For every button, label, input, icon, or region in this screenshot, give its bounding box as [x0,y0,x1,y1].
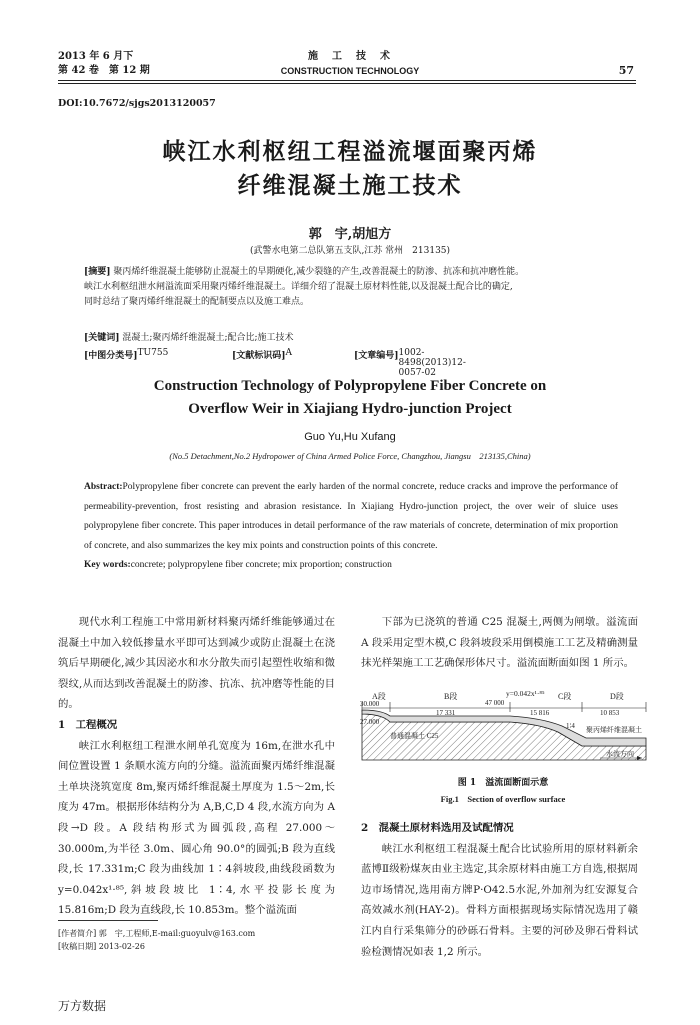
segment-a-label: A段 [372,692,386,701]
total-length-label: 47 000 [485,699,505,707]
journal-name-cn: 施 工 技 术 [308,51,392,62]
flow-direction-label: 水流方向 [606,750,634,758]
body-left-column [58,612,335,921]
segment-b-label: B段 [444,692,458,701]
header-volume: 第 42 卷 第 12 期 [58,65,150,76]
intro-paragraph: 现代水利工程施工中常用新材料聚丙烯纤维能够通过在混凝土中加入较低掺量水平即可达到减少或防止混凝土在浇筑后早期硬化,减少其因泌水和水分散失而引起塑性收缩和微裂纹,从而达到改善混凝土的防渗、抗冻、抗冲磨等性能的目的。 [58,616,335,711]
right-paragraph-1: 下部为已浇筑的普通 C25 混凝土,两侧为闸墩。溢流面 A 段采用定型木模,C 段斜坡段采用倒模施工工艺及精确测量抹光样架施工工艺确保形体尺寸。溢流面断面如图 1 所示。 [361,616,638,670]
section-2-title: 2 混凝土原材料选用及试配情况 [361,822,514,834]
figure-1-overflow-section [360,688,650,768]
elevation-30-label: 30.000 [360,700,380,708]
keywords-cn [84,331,624,346]
body-right-column-top [361,612,638,674]
journal-name-en: CONSTRUCTION TECHNOLOGY [280,66,420,76]
doi: DOI:10.7672/sjgs2013120057 [58,98,216,109]
abstract-cn-label: [摘要] [84,267,111,277]
curve-formula-label: y=0.042x¹·⁸⁵ [506,689,545,698]
abstract-cn-line: 聚丙烯纤维混凝土能够防止混凝土的早期硬化,减少裂缝的产生,改善混凝土的防渗、抗冻和抗冲磨性能。 [113,267,525,277]
clc-label: [中图分类号] [84,351,138,361]
length-b-label: 17 331 [436,709,456,717]
body-right-column-bottom [361,818,638,962]
watermark: 万方数据 [58,999,107,1013]
abstract-cn-line: 峡江水利枢纽泄水闸溢流面采用聚丙烯纤维混凝土。详细介绍了混凝土原材料性能,以及混凝土配合比的确定, [84,282,513,292]
keywords-cn-text: 混凝土;聚丙烯纤维混凝土;配合比;施工技术 [122,333,294,343]
keywords-en-text: concrete; polypropylene fiber concrete; mix proportion; construction [130,560,392,570]
author-info: [作者简介] 郭 宇,工程师,E-mail:guoyulv@163.com [58,929,256,938]
header-date: 2013 年 6 月下 [58,51,134,62]
keywords-cn-label: [关键词] [84,333,120,343]
segment-d-label: D段 [610,692,624,701]
header-rule [58,80,636,81]
title-cn-line-1: 峡江水利枢纽工程溢流堰面聚丙烯 [162,138,538,165]
figure-1-caption-en: Fig.1 Section of overflow surface [440,794,566,804]
doc-code-label: [文献标识码] [232,351,286,361]
abstract-cn [84,265,624,310]
segment-c-label: C段 [558,692,572,701]
header-rule-thin [58,83,636,84]
title-en-line-2: Overflow Weir in Xiajiang Hydro-junction Project [188,401,512,417]
classification-row [84,348,624,378]
keywords-en-label: Key words: [84,560,131,570]
footnote-rule [58,920,158,921]
slope-label: 1∶4 [566,722,575,730]
authors-cn: 郭 宇,胡旭方 [308,227,392,242]
figure-1-caption-cn: 图 1 溢流面断面示意 [457,778,549,788]
abstract-en [84,478,618,576]
section-1-paragraph: 峡江水利枢纽工程泄水闸单孔宽度为 16m,在泄水孔中间位置设置 1 条顺水流方向的分缝。溢流面聚丙烯纤维混凝土单块浇筑宽度 8m,聚丙烯纤维混凝土厚度为 1.5～2m,长度为 47m。根据形体结构分为 A,B,C,D 4 段,水流方向为 A 段→D 段。A 段结构形式为圆弧段,高程 27.000～30.000m,为半径 3.0m、圆心角 90.0°的圆弧;B 段为直线段,长 17.331m;C 段为曲线加 1∶4斜坡段,曲线段函数为 y=0.042x¹·⁸⁵,斜坡段坡比 1∶4,水平投影长度为 15.816m;D 段为直线段,长 10.853m。整个溢流面 [58,739,335,917]
doc-code-value: A [285,348,293,358]
affiliation-en: (No.5 Detachment,No.2 Hydropower of China Armed Police Force, Changzhou, Jiangsu 213135,China) [169,451,531,461]
abstract-cn-line: 同时总结了聚丙烯纤维混凝土的配制要点以及施工难点。 [84,297,310,307]
article-no-label: [文章编号] [354,351,399,361]
received-date: [收稿日期] 2013-02-26 [58,942,145,951]
section-1-title: 1 工程概况 [58,718,118,731]
authors-en: Guo Yu,Hu Xufang [304,431,396,443]
affiliation-cn: (武警水电第二总队第五支队,江苏 常州 213135) [249,246,451,256]
section-2-paragraph: 峡江水利枢纽工程混凝土配合比试验所用的原材料新余蓝博Ⅱ级粉煤灰由业主选定,其余原材料由施工方自选,根据周边市场情况,选用南方牌P·O42.5水泥,外加剂为红安源复合高效减水剂(HAY-2)。骨料方面根据现场实际情况选用了赣江内自行采集筛分的砂砾石骨料。主要的河砂及卵石骨料试验检测情况如表 1,2 所示。 [361,842,638,958]
clc-value: TU755 [137,348,169,358]
length-d-label: 10 853 [600,709,620,717]
title-cn-line-2: 纤维混凝土施工技术 [237,172,463,199]
length-c-label: 15 816 [530,709,550,717]
fiber-concrete-label: 聚丙烯纤维混凝土 [586,726,642,734]
footnote [58,927,255,953]
title-en-line-1: Construction Technology of Polypropylene Fiber Concrete on [153,378,547,394]
abstract-en-text: Polypropylene fiber concrete can prevent the early harden of the normal concrete, reduce cracks and improve the performance of permeability-prevention, frost resisting and abrasion resistance. In Xiajiang Hydro-junction project, the over weir of sluice uses polypropylene fiber concrete. This paper introduces in detail performance of the raw materials of concrete, determination of mix proportion of concrete, and also summarizes the key mix points and construction points of this concrete. [84,482,618,551]
c25-concrete-label: 普通混凝土 C25 [390,732,439,740]
elevation-27-label: 27.000 [360,718,380,726]
article-no-value: 1002-8498(2013)12-0057-02 [398,348,466,378]
abstract-en-label: Abstract: [84,482,123,492]
header-journal [0,50,700,78]
page-number: 57 [618,64,634,77]
